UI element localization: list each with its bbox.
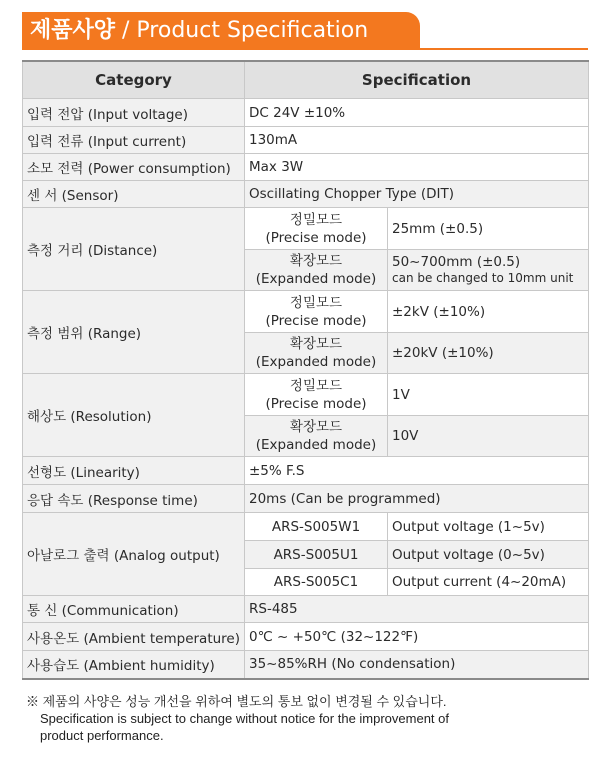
table-row bbox=[23, 485, 589, 513]
distance-expanded-mode bbox=[245, 250, 388, 291]
ambient-humidity-value: 35~85%RH (No condensation) bbox=[245, 651, 589, 679]
title-separator: / bbox=[115, 18, 137, 43]
category-header: Category bbox=[23, 61, 245, 99]
precise-mode-en: (Precise mode) bbox=[265, 312, 367, 329]
precise-mode-ko: 정밀모드 bbox=[289, 294, 343, 311]
input-current-value: 130mA bbox=[245, 127, 589, 154]
input-voltage-value: DC 24V ±10% bbox=[245, 99, 589, 127]
power-label: 소모 전력 (Power consumption) bbox=[23, 154, 245, 181]
range-precise-value: ±2kV (±10%) bbox=[388, 291, 589, 333]
table-row bbox=[23, 127, 589, 154]
distance-precise-mode bbox=[245, 208, 388, 250]
spec-table bbox=[22, 60, 589, 680]
resolution-expanded-value: 10V bbox=[388, 416, 589, 457]
precise-mode-en: (Precise mode) bbox=[265, 229, 367, 246]
precise-mode-ko: 정밀모드 bbox=[289, 211, 343, 228]
title-korean: 제품사양 bbox=[30, 18, 116, 43]
power-value: Max 3W bbox=[245, 154, 589, 181]
ambient-temp-label: 사용온도 (Ambient temperature) bbox=[23, 623, 245, 651]
sensor-label: 센 서 (Sensor) bbox=[23, 181, 245, 208]
analog-value-1: Output voltage (1~5v) bbox=[388, 513, 589, 541]
expanded-mode-en: (Expanded mode) bbox=[255, 354, 377, 370]
expanded-mode-ko: 확장모드 bbox=[289, 336, 343, 352]
response-value: 20ms (Can be programmed) bbox=[245, 485, 589, 513]
distance-expanded-main: 50~700mm (±0.5) bbox=[392, 254, 521, 270]
footnote bbox=[26, 693, 449, 744]
table-row bbox=[23, 457, 589, 485]
input-voltage-label: 입력 전압 (Input voltage) bbox=[23, 99, 245, 127]
input-current-label: 입력 전류 (Input current) bbox=[23, 127, 245, 154]
analog-model-1: ARS-S005W1 bbox=[245, 513, 388, 541]
section-header bbox=[22, 12, 588, 50]
title-english: Product Specification bbox=[136, 18, 369, 43]
response-label: 응답 속도 (Response time) bbox=[23, 485, 245, 513]
expanded-mode-ko: 확장모드 bbox=[289, 419, 343, 435]
ambient-temp-value: 0℃ ~ +50℃ (32~122℉) bbox=[245, 623, 589, 651]
table-row bbox=[23, 154, 589, 181]
expanded-mode-en: (Expanded mode) bbox=[255, 437, 377, 453]
precise-mode-en: (Precise mode) bbox=[265, 395, 367, 412]
table-row bbox=[23, 596, 589, 623]
linearity-value: ±5% F.S bbox=[245, 457, 589, 485]
table-row bbox=[23, 208, 589, 250]
range-precise-mode bbox=[245, 291, 388, 333]
footnote-english-2: product performance. bbox=[40, 728, 164, 743]
table-row bbox=[23, 291, 589, 333]
expanded-mode-ko: 확장모드 bbox=[289, 253, 343, 269]
distance-label: 측정 거리 (Distance) bbox=[23, 208, 245, 291]
table-header-row bbox=[23, 61, 589, 99]
precise-mode-ko: 정밀모드 bbox=[289, 377, 343, 394]
analog-value-2: Output voltage (0~5v) bbox=[388, 541, 589, 569]
distance-precise-value: 25mm (±0.5) bbox=[388, 208, 589, 250]
table-row bbox=[23, 374, 589, 416]
header-underline bbox=[22, 48, 588, 50]
resolution-label: 해상도 (Resolution) bbox=[23, 374, 245, 457]
footnote-english-1: Specification is subject to change without notice for the improvement of bbox=[40, 711, 449, 726]
range-expanded-mode bbox=[245, 333, 388, 374]
ambient-humidity-label: 사용습도 (Ambient humidity) bbox=[23, 651, 245, 679]
communication-label: 통 신 (Communication) bbox=[23, 596, 245, 623]
table-row bbox=[23, 651, 589, 679]
specification-header: Specification bbox=[245, 61, 589, 99]
analog-value-3: Output current (4~20mA) bbox=[388, 569, 589, 596]
expanded-mode-en: (Expanded mode) bbox=[255, 271, 377, 287]
analog-output-label: 아날로그 출력 (Analog output) bbox=[23, 513, 245, 596]
analog-model-2: ARS-S005U1 bbox=[245, 541, 388, 569]
sensor-value: Oscillating Chopper Type (DIT) bbox=[245, 181, 589, 208]
table-row bbox=[23, 513, 589, 541]
range-label: 측정 범위 (Range) bbox=[23, 291, 245, 374]
footnote-korean: ※ 제품의 사양은 성능 개선을 위하여 별도의 통보 없이 변경될 수 있습니다. bbox=[26, 694, 447, 709]
resolution-expanded-mode bbox=[245, 416, 388, 457]
section-title bbox=[30, 17, 368, 45]
table-row bbox=[23, 623, 589, 651]
resolution-precise-value: 1V bbox=[388, 374, 589, 416]
analog-model-3: ARS-S005C1 bbox=[245, 569, 388, 596]
distance-expanded-note: can be changed to 10mm unit bbox=[392, 271, 574, 285]
table-row bbox=[23, 99, 589, 127]
linearity-label: 선형도 (Linearity) bbox=[23, 457, 245, 485]
communication-value: RS-485 bbox=[245, 596, 589, 623]
range-expanded-value: ±20kV (±10%) bbox=[388, 333, 589, 374]
distance-expanded-value bbox=[388, 250, 589, 291]
resolution-precise-mode bbox=[245, 374, 388, 416]
table-row bbox=[23, 181, 589, 208]
